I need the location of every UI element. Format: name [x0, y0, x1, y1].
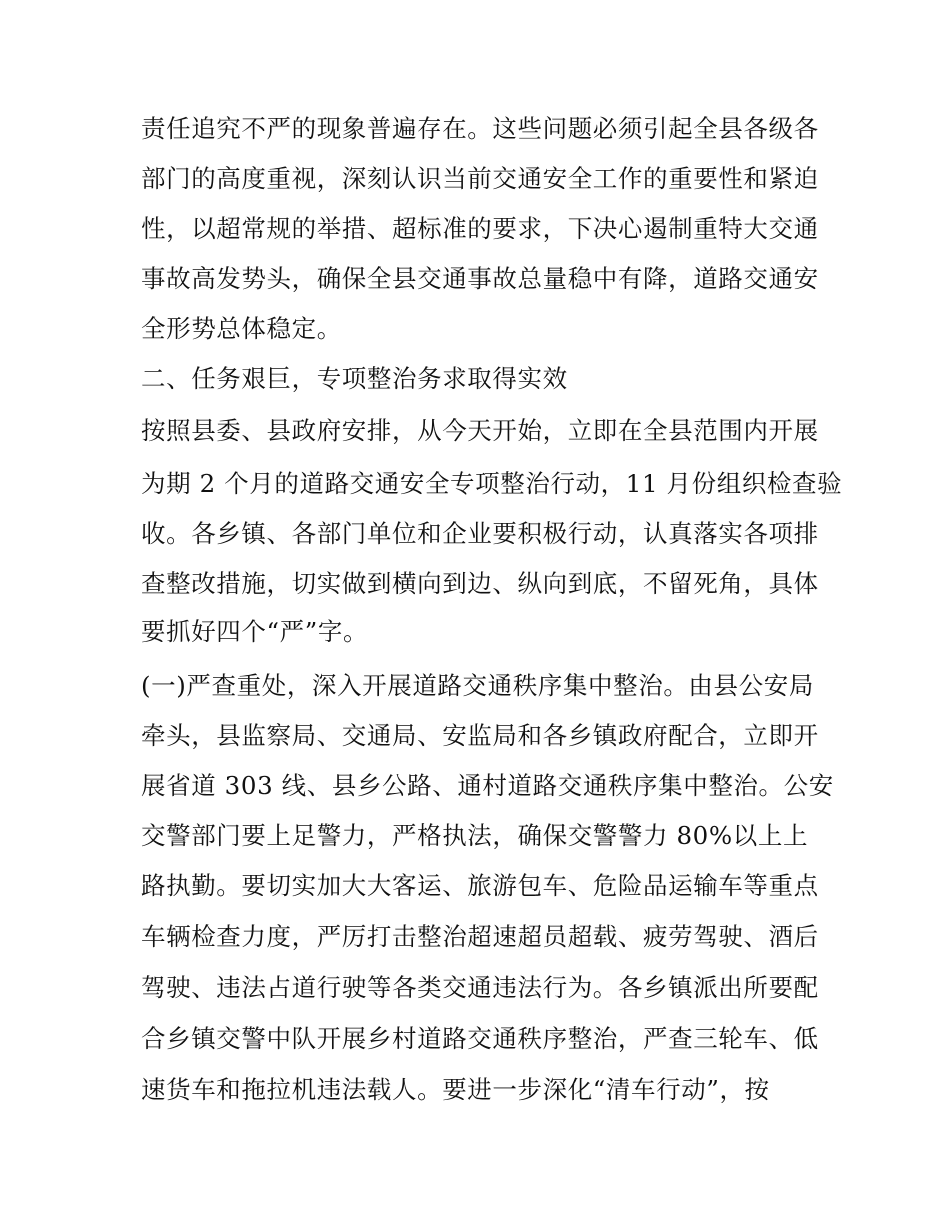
- text-line: 展省道 303 线、县乡公路、通村道路交通秩序集中整治。公安: [141, 771, 834, 800]
- section-heading: 二、任务艰巨，专项整治务求取得实效: [141, 364, 568, 393]
- text-line: 驾驶、违法占道行驶等各类交通违法行为。各乡镇派出所要配: [141, 973, 819, 1002]
- text-line: 按照县委、县政府安排，从今天开始，立即在全县范围内开展: [141, 416, 819, 445]
- text-line: 事故高发势头，确保全县交通事故总量稳中有降，道路交通安: [141, 264, 819, 293]
- text-line: 车辆检查力度，严厉打击整治超速超员超载、疲劳驾驶、酒后: [141, 922, 819, 951]
- text-line: 速货车和拖拉机违法载人。要进一步深化“清车行动”，按: [141, 1075, 770, 1104]
- text-line: 查整改措施，切实做到横向到边、纵向到底，不留死角，具体: [141, 569, 819, 598]
- text-line: 性，以超常规的举措、超标准的要求，下决心遏制重特大交通: [141, 214, 819, 243]
- text-line: 合乡镇交警中队开展乡村道路交通秩序整治，严查三轮车、低: [141, 1024, 819, 1053]
- text-line: 路执勤。要切实加大大客运、旅游包车、危险品运输车等重点: [141, 871, 819, 900]
- text-line: 交警部门要上足警力，严格执法，确保交警警力 80%以上上: [141, 821, 809, 850]
- text-line: (一)严查重处，深入开展道路交通秩序集中整治。由县公安局: [141, 671, 814, 700]
- text-line: 全形势总体稳定。: [141, 314, 342, 343]
- text-line: 收。各乡镇、各部门单位和企业要积极行动，认真落实各项排: [141, 519, 819, 548]
- text-line: 责任追究不严的现象普遍存在。这些问题必须引起全县各级各: [141, 114, 819, 143]
- text-line: 牵头，县监察局、交通局、安监局和各乡镇政府配合，立即开: [141, 721, 819, 750]
- text-line: 为期 2 个月的道路交通安全专项整治行动，11 月份组织检查验: [141, 469, 843, 498]
- text-line: 部门的高度重视，深刻认识当前交通安全工作的重要性和紧迫: [141, 164, 819, 193]
- text-line: 要抓好四个“严”字。: [141, 617, 369, 646]
